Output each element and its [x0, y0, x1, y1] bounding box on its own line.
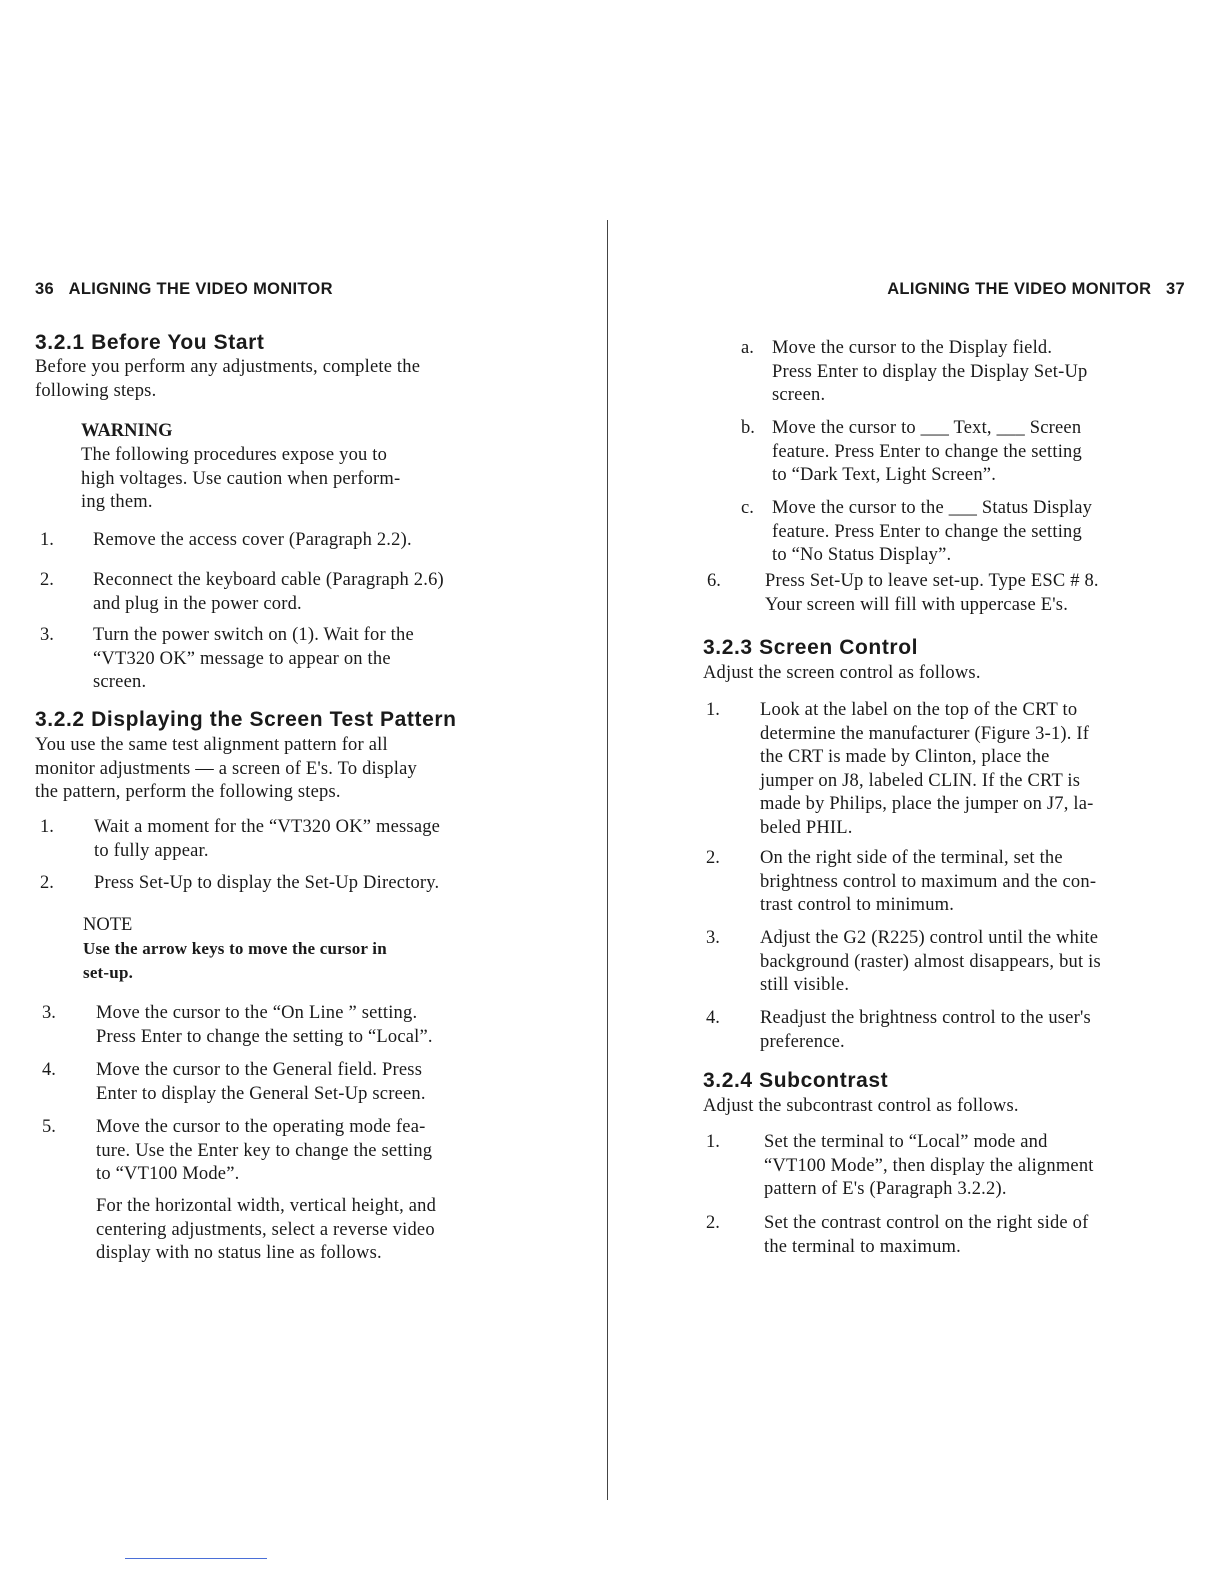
item-text: Adjust the G2 (R225) control until the white background (raster) almost disappears, but is still visible. [760, 928, 1101, 995]
item-text: Move the cursor to the ___ Status Display feature. Press Enter to change the setting to “No Status Display”. [772, 498, 1093, 565]
section-heading-3-2-3: 3.2.3 Screen Control [703, 636, 919, 659]
item-number: 1. [40, 817, 54, 837]
section-heading-3-2-4: 3.2.4 Subcontrast [703, 1069, 889, 1092]
section-intro: Before you perform any adjustments, complete the following steps. [35, 357, 421, 401]
item-text: Set the terminal to “Local” mode and “VT100 Mode”, then display the alignment pattern of E's (Paragraph 3.2.2). [764, 1132, 1094, 1199]
note-text: Use the arrow keys to move the cursor in set-up. [83, 939, 387, 982]
item-text: Wait a moment for the “VT320 OK” message to fully appear. [94, 817, 441, 861]
item-number: 4. [706, 1008, 720, 1028]
item-text: Move the cursor to the Display field. Press Enter to display the Display Set-Up screen. [772, 338, 1088, 405]
page-number: 36 [35, 280, 54, 298]
left-running-header [35, 278, 333, 302]
item-number: 2. [40, 570, 54, 590]
scan-artifact-line [125, 1558, 267, 1559]
right-running-header [887, 278, 1185, 302]
item-number: 5. [42, 1117, 56, 1137]
note-title: NOTE [83, 915, 133, 935]
item-number: c. [741, 498, 754, 518]
item-text: Press Set-Up to display the Set-Up Directory. [94, 873, 440, 893]
item-number: 4. [42, 1060, 56, 1080]
warning-text: The following procedures expose you to high voltages. Use caution when perform- ing them. [81, 445, 401, 512]
warning-title: WARNING [81, 421, 173, 441]
closing-paragraph: For the horizontal width, vertical height, and centering adjustments, select a reverse video display with no status line as follows. [96, 1196, 437, 1263]
item-number: 2. [706, 848, 720, 868]
item-text: Move the cursor to the “On Line ” setting. Press Enter to change the setting to “Local”. [96, 1003, 433, 1047]
item-number: 2. [706, 1213, 720, 1233]
item-number: a. [741, 338, 754, 358]
item-text: Move the cursor to the operating mode fea- ture. Use the Enter key to change the setting to “VT100 Mode”. [96, 1117, 433, 1184]
item-number: 3. [42, 1003, 56, 1023]
item-number: 1. [40, 530, 54, 550]
section-intro: Adjust the screen control as follows. [703, 663, 981, 683]
section-intro: You use the same test alignment pattern for all monitor adjustments — a screen of E's. To display the pattern, perform the following steps. [35, 735, 417, 802]
section-heading-3-2-1: 3.2.1 Before You Start [35, 331, 265, 354]
item-text: On the right side of the terminal, set the brightness control to maximum and the con- trast control to minimum. [760, 848, 1097, 915]
item-text: Turn the power switch on (1). Wait for the “VT320 OK” message to appear on the screen. [93, 625, 414, 692]
page-gutter-divider [607, 220, 608, 1500]
item-text: Reconnect the keyboard cable (Paragraph 2.6) and plug in the power cord. [93, 570, 444, 614]
running-head-title: ALIGNING THE VIDEO MONITOR [887, 280, 1152, 298]
running-head-title: ALIGNING THE VIDEO MONITOR [68, 280, 333, 298]
item-text: Remove the access cover (Paragraph 2.2). [93, 530, 412, 550]
item-number: 3. [706, 928, 720, 948]
item-text: Move the cursor to the General field. Press Enter to display the General Set-Up screen. [96, 1060, 426, 1104]
item-number: 3. [40, 625, 54, 645]
item-text: Readjust the brightness control to the user's preference. [760, 1008, 1091, 1052]
item-number: 1. [706, 1132, 720, 1152]
section-heading-3-2-2: 3.2.2 Displaying the Screen Test Pattern [35, 708, 457, 731]
item-number: 2. [40, 873, 54, 893]
item-text: Press Set-Up to leave set-up. Type ESC # 8. Your screen will fill with uppercase E's. [765, 571, 1099, 615]
item-text: Set the contrast control on the right side of the terminal to maximum. [764, 1213, 1089, 1257]
section-intro: Adjust the subcontrast control as follows. [703, 1096, 1019, 1116]
item-number: 1. [706, 700, 720, 720]
page-number: 37 [1166, 280, 1185, 298]
item-text: Move the cursor to ___ Text, ___ Screen feature. Press Enter to change the setting to “Dark Text, Light Screen”. [772, 418, 1082, 485]
item-number: b. [741, 418, 755, 438]
item-number: 6. [707, 571, 721, 591]
item-text: Look at the label on the top of the CRT to determine the manufacturer (Figure 3-1). If the CRT is made by Clinton, place the jumper on J8, labeled CLIN. If the CRT is made by Philips, place the jumper on J7, la- beled PHIL. [760, 700, 1094, 838]
